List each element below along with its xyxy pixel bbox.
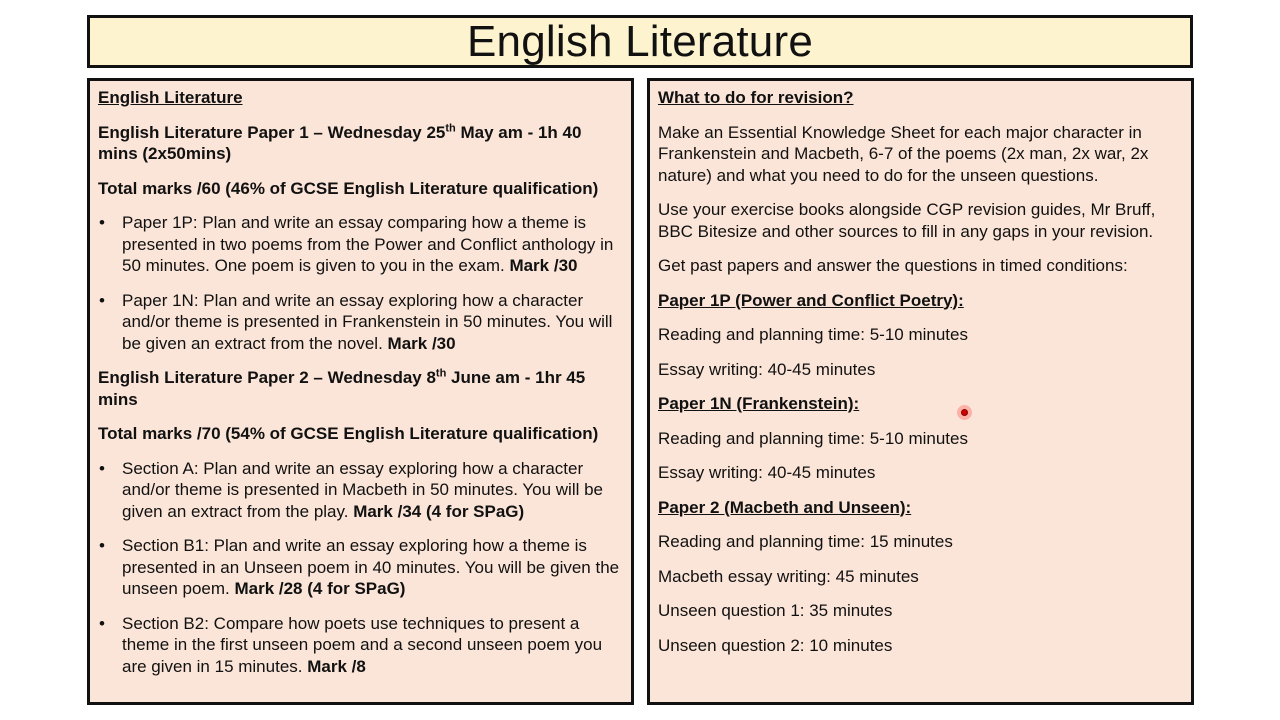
title-banner <box>87 15 1193 68</box>
paper1-heading <box>98 122 623 165</box>
paper1p-heading: Paper 1P (Power and Conflict Poetry): <box>658 290 964 310</box>
list-item <box>98 290 623 355</box>
paper2-heading-text: English Literature Paper 2 – Wednesday 8 <box>98 368 436 387</box>
paper1-total-marks: Total marks /60 (46% of GCSE English Literature qualification) <box>98 178 599 198</box>
paper2-unseen1-time: Unseen question 1: 35 minutes <box>658 601 893 620</box>
paper1-sections-list <box>98 212 623 354</box>
list-item-mark: Mark /30 <box>509 256 578 275</box>
paper1p-essay-time: Essay writing: 40-45 minutes <box>658 359 876 379</box>
list-item-mark: Mark /34 (4 for SPaG) <box>353 501 525 521</box>
paper1-heading-rest: May am - 1h 40 mins (2x50mins) <box>98 122 582 163</box>
list-item-text: Section A: Plan and write an essay exploring how a character and/or theme is presented in Macbeth in 50 minutes. You will be given an extract from the play. <box>122 458 604 521</box>
paper2-heading-ordinal: th <box>435 367 447 380</box>
list-item-text: Section B1: Plan and write an essay exploring how a theme is presented in an Unseen poem in 40 minutes. You will be given the unseen poem. <box>122 536 620 598</box>
bullet-icon: • <box>99 536 105 555</box>
paper1n-reading-time: Reading and planning time: 5-10 minutes <box>658 428 968 448</box>
list-item <box>98 535 623 600</box>
list-item-text: Paper 1N: Plan and write an essay exploring how a character and/or theme is presented in Frankenstein in 50 minutes. You will be given an extract from the novel. <box>122 290 613 353</box>
paper2-macbeth-time: Macbeth essay writing: 45 minutes <box>658 566 919 586</box>
paper1-heading-ordinal: th <box>445 121 456 134</box>
paper2-unseen2-time: Unseen question 2: 10 minutes <box>658 635 893 655</box>
paper2-sections-list <box>98 458 623 678</box>
revision-paragraph-resources: Use your exercise books alongside CGP revision guides, Mr Bruff, BBC Bitesize and other sources to fill in any gaps in your revision. <box>658 200 1156 241</box>
paper2-heading <box>98 367 623 410</box>
paper2-timing-heading: Paper 2 (Macbeth and Unseen): <box>658 497 912 517</box>
revision-heading: What to do for revision? <box>658 88 854 107</box>
paper1n-heading: Paper 1N (Frankenstein): <box>658 394 860 413</box>
exam-info-panel <box>87 78 634 705</box>
page-title: English Literature <box>466 16 814 66</box>
list-item <box>98 613 623 678</box>
revision-paragraph-past-papers: Get past papers and answer the questions in timed conditions: <box>658 256 1128 275</box>
paper1p-reading-time: Reading and planning time: 5-10 minutes <box>658 325 968 344</box>
list-item <box>98 458 623 523</box>
list-item <box>98 212 623 277</box>
bullet-icon: • <box>99 613 105 633</box>
list-item-text: Paper 1P: Plan and write an essay comparing how a theme is presented in two poems from the Power and Conflict anthology in 50 minutes. One poem is given to you in the exam. <box>122 213 614 275</box>
list-item-mark: Mark /30 <box>387 333 456 353</box>
list-item-mark: Mark /8 <box>307 656 366 676</box>
revision-panel <box>647 78 1194 705</box>
laser-pointer-dot <box>961 409 968 416</box>
paper1-heading-text: English Literature Paper 1 – Wednesday 25 <box>98 122 446 142</box>
bullet-icon: • <box>99 213 105 232</box>
paper2-total-marks: Total marks /70 (54% of GCSE English Literature qualification) <box>98 424 599 443</box>
paper1n-essay-time: Essay writing: 40-45 minutes <box>658 463 876 482</box>
paper2-reading-time: Reading and planning time: 15 minutes <box>658 532 953 551</box>
list-item-mark: Mark /28 (4 for SPaG) <box>234 579 406 598</box>
laser-pointer-icon <box>957 405 972 420</box>
exam-info-heading: English Literature <box>98 88 243 107</box>
paper2-heading-rest: June am - 1hr 45 mins <box>98 368 586 409</box>
list-item-text: Section B2: Compare how poets use techniques to present a theme in the first unseen poem and a second unseen poem you are given in 15 minutes. <box>122 613 603 676</box>
revision-paragraph-knowledge: Make an Essential Knowledge Sheet for each major character in Frankenstein and Macbeth, 6-7 of the poems (2x man, 2x war, 2x nature) and what you need to do for the unseen questions. <box>658 122 1149 185</box>
bullet-icon: • <box>99 458 105 478</box>
bullet-icon: • <box>99 290 105 310</box>
